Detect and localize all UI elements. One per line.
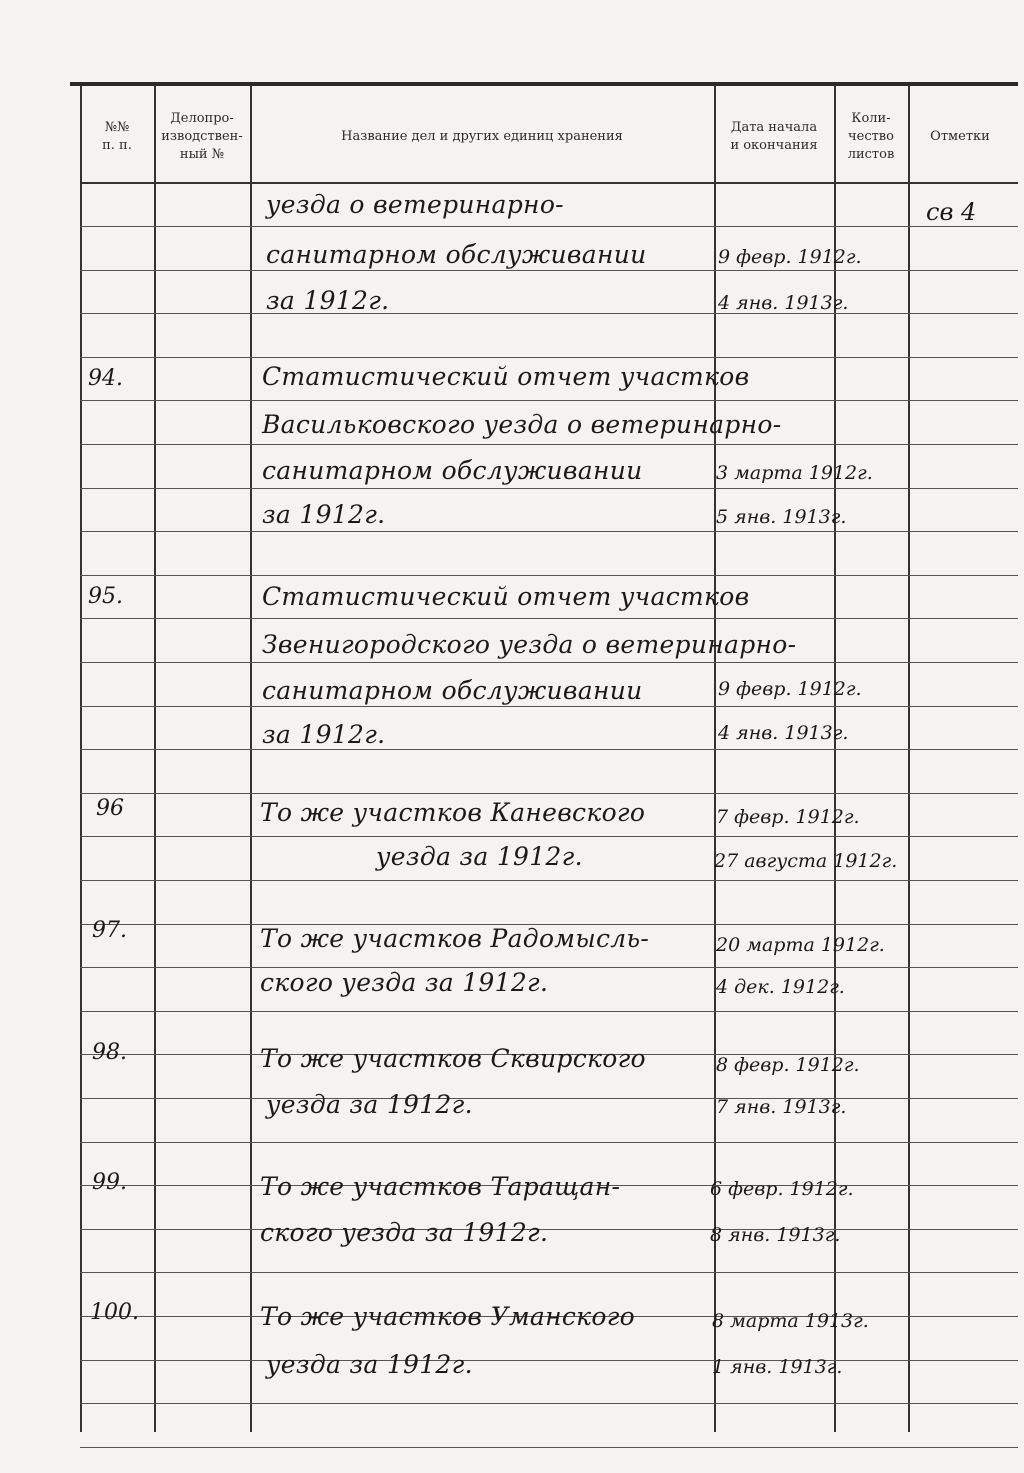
row-rule <box>80 313 1018 314</box>
entry-date-end: 8 янв. 1913г. <box>710 1224 841 1246</box>
entry-title-line: уезда о ветеринарно- <box>266 190 564 219</box>
row-rule <box>80 357 1018 358</box>
row-rule <box>80 1272 1018 1273</box>
entry-date-end: 4 янв. 1913г. <box>718 292 849 314</box>
entry-date-start: 8 февр. 1912г. <box>716 1054 860 1076</box>
row-rule <box>80 662 1018 663</box>
row-rule <box>80 575 1018 576</box>
entry-date-end: 1 янв. 1913г. <box>712 1356 843 1378</box>
entry-number: 95. <box>88 584 123 609</box>
header-title: Название дел и других единиц хранения <box>341 129 623 144</box>
entry-number: 100. <box>90 1300 139 1325</box>
entry-date-start: 7 февр. 1912г. <box>716 806 860 828</box>
entry-number: 96 <box>96 796 124 821</box>
entry-title-line: уезда за 1912г. <box>266 1350 473 1379</box>
row-rule <box>80 618 1018 619</box>
entry-title-line: Звенигородского уезда о ветеринарно- <box>262 630 797 659</box>
header-notes: Отметки <box>930 129 990 144</box>
column-rule <box>154 86 156 1432</box>
row-rule <box>80 749 1018 750</box>
entry-date-end: 5 янв. 1913г. <box>716 506 847 528</box>
row-rule <box>80 488 1018 489</box>
row-rule <box>80 1229 1018 1230</box>
entry-date-start: 8 марта 1913г. <box>712 1310 869 1332</box>
entry-title-line: То же участков Радомысль- <box>260 924 650 953</box>
entry-title-line: ского уезда за 1912г. <box>260 1218 549 1247</box>
entry-title-line: То же участков Таращан- <box>260 1172 621 1201</box>
row-rule <box>80 967 1018 968</box>
top-rule <box>70 82 1018 86</box>
header-sheet-count: Коли- чество листов <box>847 111 895 162</box>
row-rule <box>80 1098 1018 1099</box>
entry-title-line: Статистический отчет участков <box>262 582 750 611</box>
row-rule <box>80 1360 1018 1361</box>
entry-title-line: То же участков Сквирского <box>260 1044 646 1073</box>
entry-date-end: 27 августа 1912г. <box>714 850 898 872</box>
row-rule <box>80 706 1018 707</box>
row-rule <box>80 444 1018 445</box>
entry-date-end: 7 янв. 1913г. <box>716 1096 847 1118</box>
entry-date-start: 20 марта 1912г. <box>716 934 885 956</box>
header-office-number: Делопро- изводствен- ный № <box>161 111 243 162</box>
header-number: №№ п. п. <box>102 120 132 153</box>
row-rule <box>80 1011 1018 1012</box>
row-rule <box>80 531 1018 532</box>
entry-date-start: 9 февр. 1912г. <box>718 246 862 268</box>
header-bottom-rule <box>80 182 1018 184</box>
row-rule <box>80 1447 1018 1448</box>
row-rule <box>80 836 1018 837</box>
column-rule <box>80 86 82 1432</box>
entry-title-line: Статистический отчет участков <box>262 362 750 391</box>
register-sheet <box>70 82 1018 1432</box>
row-rule <box>80 400 1018 401</box>
entry-title-line: за 1912г. <box>266 286 390 315</box>
column-rule <box>908 86 910 1432</box>
entry-title-line: Васильковского уезда о ветеринарно- <box>262 410 782 439</box>
entry-title-line: за 1912г. <box>262 720 386 749</box>
entry-title-line: санитарном обслуживании <box>262 456 643 485</box>
entry-number: 99. <box>92 1170 127 1195</box>
header-dates: Дата начала и окончания <box>730 120 818 153</box>
entry-number: 98. <box>92 1040 127 1065</box>
entry-title-line: ского уезда за 1912г. <box>260 968 549 997</box>
entry-title-line: То же участков Каневского <box>260 798 646 827</box>
entry-number: 94. <box>88 366 123 391</box>
entry-date-end: 4 дек. 1912г. <box>716 976 845 998</box>
entry-title-line: санитарном обслуживании <box>262 676 643 705</box>
entry-title-line: за 1912г. <box>262 500 386 529</box>
column-rule <box>250 86 252 1432</box>
row-rule <box>80 1142 1018 1143</box>
entry-date-start: 9 февр. 1912г. <box>718 678 862 700</box>
entry-title-line: уезда за 1912г. <box>376 842 583 871</box>
entry-title-line: уезда за 1912г. <box>266 1090 473 1119</box>
entry-number: 97. <box>92 918 127 943</box>
row-rule <box>80 880 1018 881</box>
entry-note: св 4 <box>926 198 977 226</box>
row-rule <box>80 270 1018 271</box>
row-rule <box>80 1403 1018 1404</box>
entry-date-end: 4 янв. 1913г. <box>718 722 849 744</box>
entry-date-start: 6 февр. 1912г. <box>710 1178 854 1200</box>
entry-title-line: То же участков Уманского <box>260 1302 636 1331</box>
entry-date-start: 3 марта 1912г. <box>716 462 873 484</box>
row-rule <box>80 226 1018 227</box>
row-rule <box>80 793 1018 794</box>
entry-title-line: санитарном обслуживании <box>266 240 647 269</box>
